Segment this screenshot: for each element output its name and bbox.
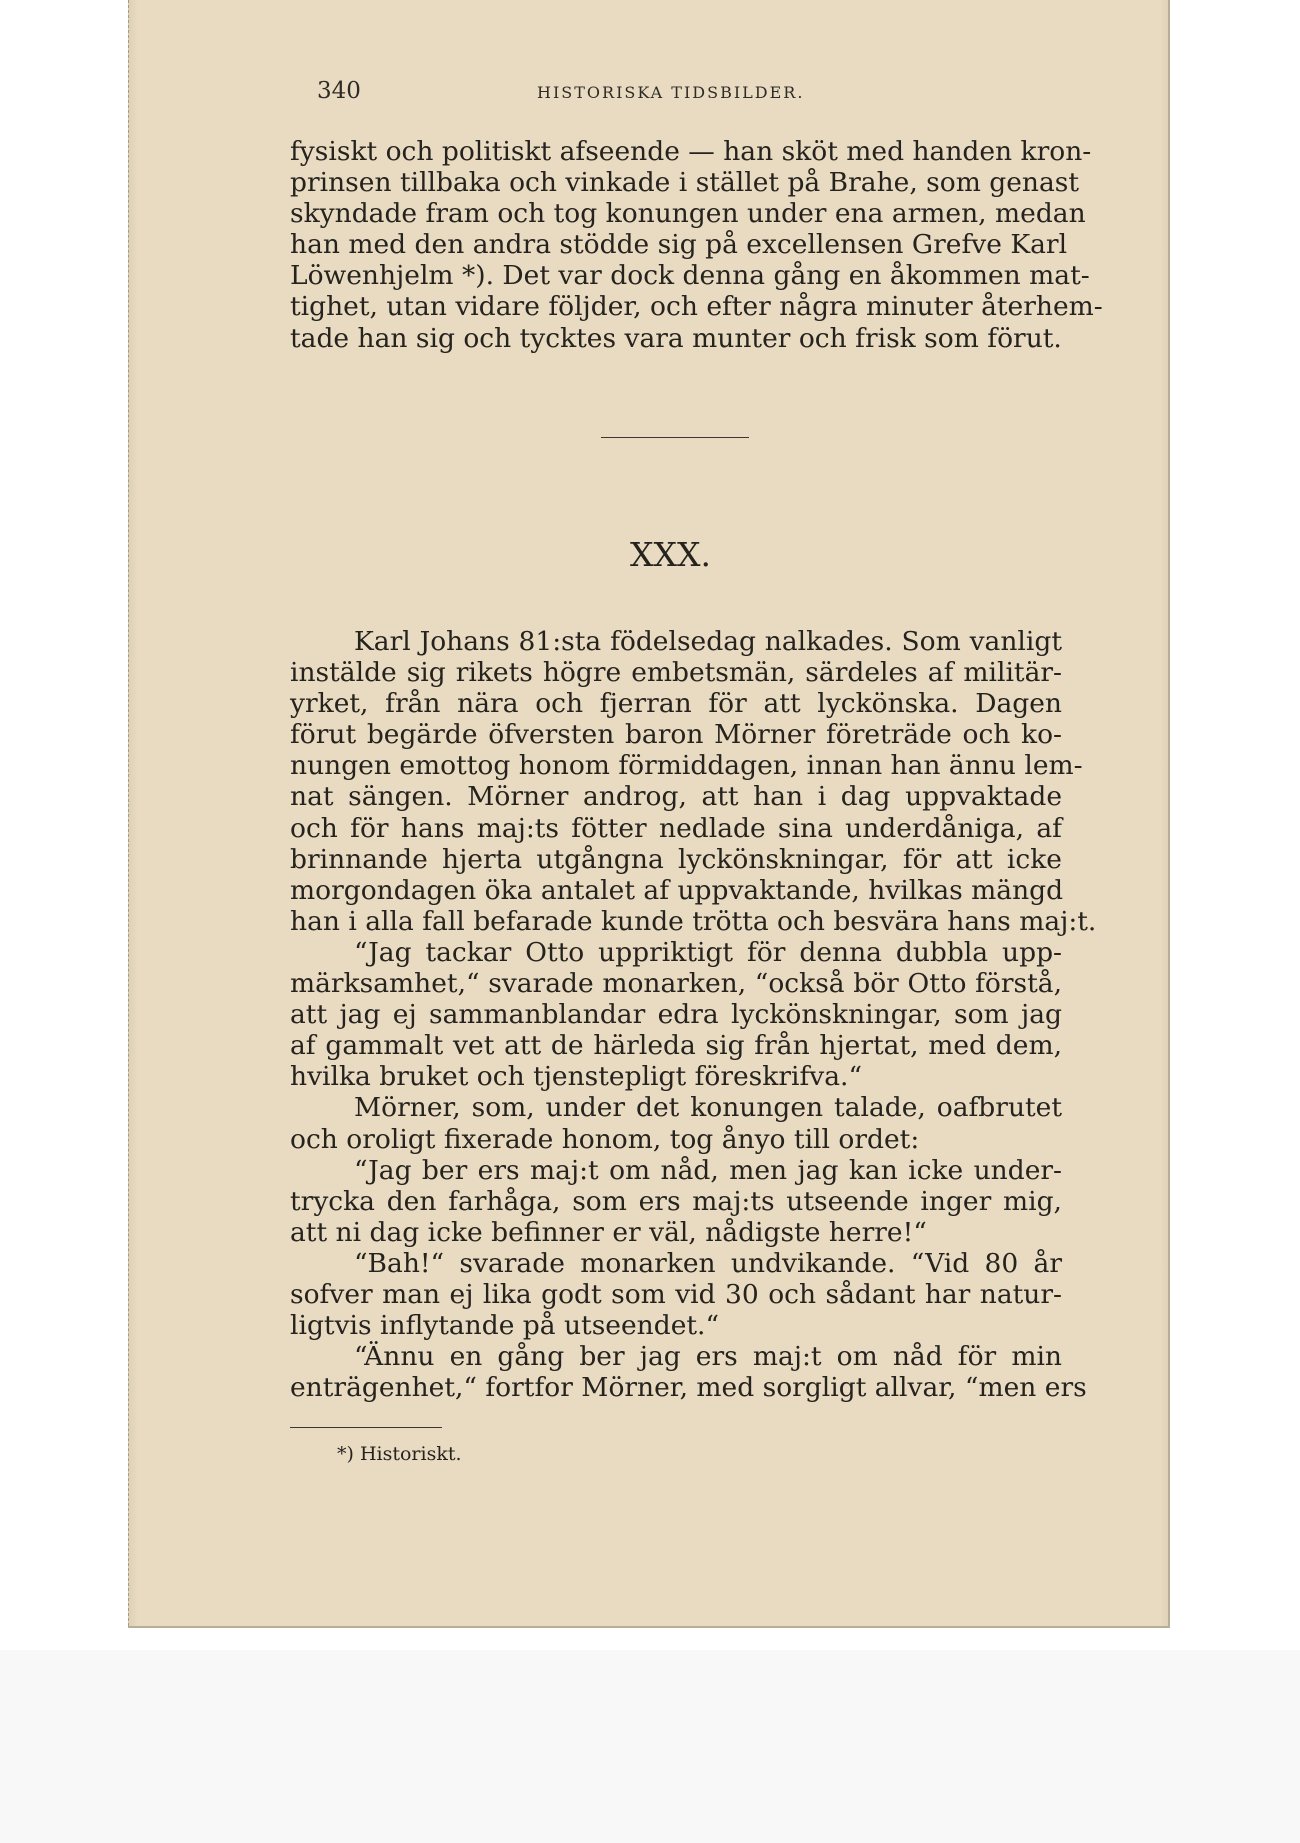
text-line: märksamhet,“ svarade monarken, “också bör Otto förstå, [290, 968, 1062, 1000]
text-line: “Ännu en gång ber jag ers maj:t om nåd för min [354, 1341, 1062, 1373]
text-line: “Bah!“ svarade monarken undvikande. “Vid 80 år [354, 1247, 1062, 1279]
paragraph-1 [290, 136, 1103, 354]
text-line: tade han sig och tycktes vara munter och frisk som förut. [290, 322, 1062, 354]
running-title: HISTORISKA TIDSBILDER. [537, 83, 805, 102]
text-line: skyndade fram och tog konungen under ena armen, medan [290, 198, 1086, 230]
footnote-divider [290, 1427, 442, 1428]
text-line: yrket, från nära och fjerran för att lyckönska. Dagen [290, 688, 1062, 720]
text-line: “Jag tackar Otto uppriktigt för denna dubbla upp- [354, 936, 1062, 968]
section-divider [601, 437, 749, 438]
text-line: hvilka bruket och tjenstepligt föreskrifva.“ [290, 1061, 863, 1093]
text-line: att ni dag icke befinner er väl, nådigste herre!“ [290, 1216, 927, 1248]
text-line: trycka den farhåga, som ers maj:ts utseende inger mig, [290, 1185, 1062, 1217]
chapter-text [290, 626, 1097, 1404]
text-line: Löwenhjelm *). Det var dock denna gång en åkommen mat- [290, 260, 1090, 292]
text-line: prinsen tillbaka och vinkade i stället på Brahe, som genast [290, 167, 1080, 199]
text-line: sofver man ej lika godt som vid 30 och sådant har natur- [290, 1278, 1062, 1310]
text-line: att jag ej sammanblandar edra lyckönskningar, som jag [290, 999, 1062, 1031]
running-head [317, 78, 857, 110]
text-line: brinnande hjerta utgångna lyckönskningar, för att icke [290, 843, 1062, 875]
text-line: ligtvis inflytande på utseendet.“ [290, 1310, 720, 1342]
text-line: han med den andra stödde sig på excellensen Grefve Karl [290, 229, 1068, 261]
text-line: Mörner, som, under det konungen talade, oafbrutet [354, 1092, 1062, 1124]
text-line: nat sängen. Mörner androg, att han i dag uppvaktade [290, 781, 1062, 813]
text-line: af gammalt vet att de härleda sig från hjertat, med dem, [290, 1030, 1062, 1062]
text-line: han i alla fall befarade kunde trötta och besvära hans maj:t. [290, 905, 1097, 937]
text-line: “Jag ber ers maj:t om nåd, men jag kan icke under- [354, 1154, 1062, 1186]
text-line: instälde sig rikets högre embetsmän, särdeles af militär- [290, 657, 1062, 689]
text-line: nungen emottog honom förmiddagen, innan han ännu lem- [290, 750, 1083, 782]
page-number: 340 [317, 78, 361, 104]
text-line: fysiskt och politiskt afseende — han sköt med handen kron- [290, 136, 1092, 167]
chapter-heading: XXX. [630, 535, 711, 574]
text-line: förut begärde öfversten baron Mörner företräde och ko- [290, 719, 1062, 751]
text-line: tighet, utan vidare följder, och efter några minuter återhem- [290, 291, 1103, 323]
text-line: enträgenhet,“ fortfor Mörner, med sorgligt allvar, “men ers [290, 1372, 1087, 1404]
text-line: och för hans maj:ts fötter nedlade sina underdåniga, af [290, 812, 1062, 844]
text-line: och oroligt fixerade honom, tog ånyo till ordet: [290, 1123, 920, 1155]
text-line: Karl Johans 81:sta födelsedag nalkades. Som vanligt [354, 626, 1062, 657]
footnote: *) Historiskt. [337, 1443, 462, 1465]
text-line: morgondagen öka antalet af uppvaktande, hvilkas mängd [290, 874, 1064, 906]
